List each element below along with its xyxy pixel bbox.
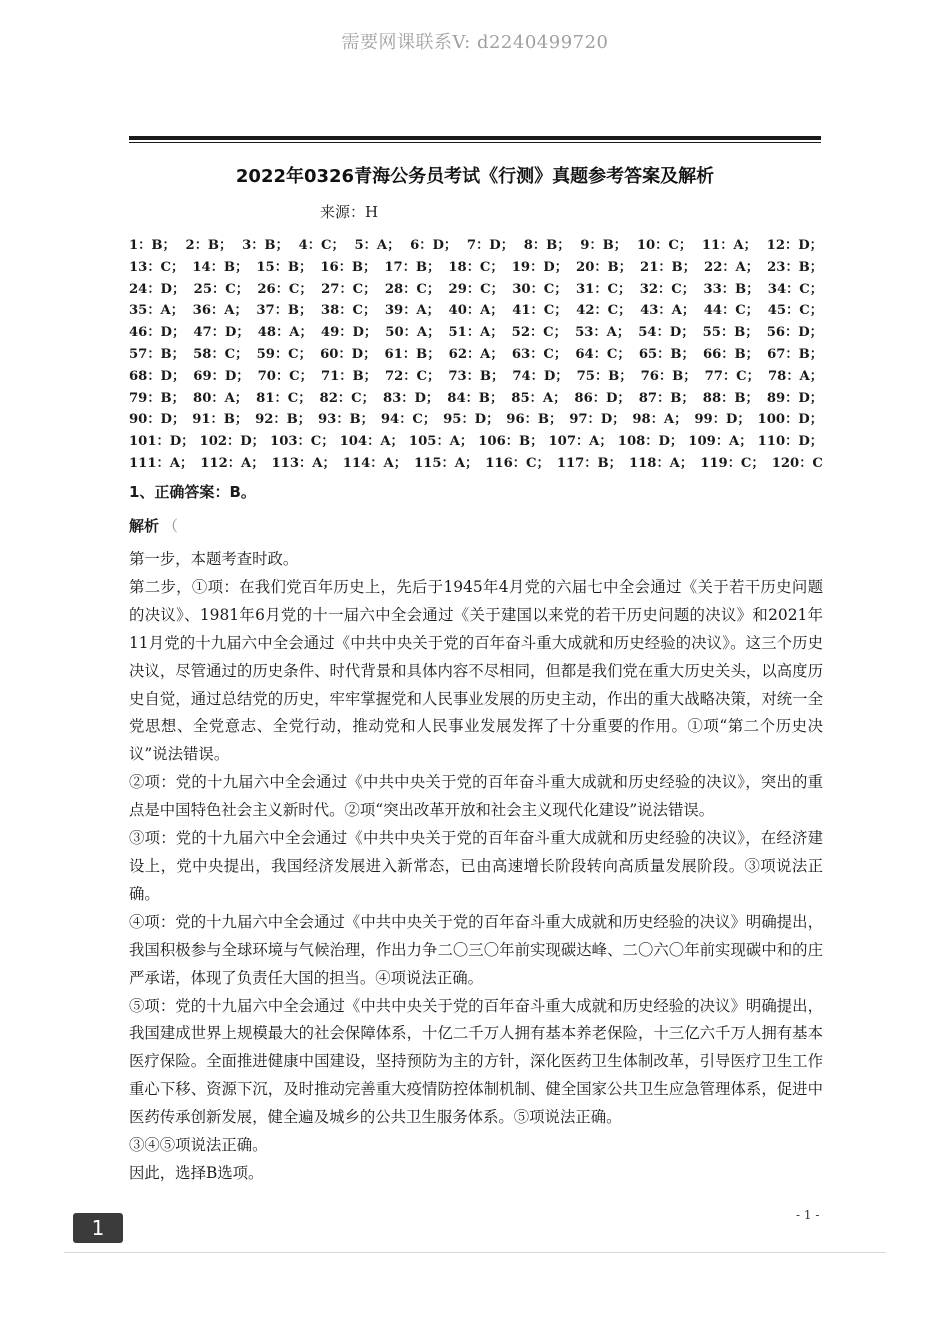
top-rule-thin (129, 142, 821, 143)
answer-item: 6：D； (410, 238, 458, 253)
answer-item: 22：A； (704, 259, 759, 275)
analysis-paragraph: 第二步，①项：在我们党百年历史上，先后于1945年4月党的六届七中全会通过《关于若干历史问题的决议》、1981年6月党的十一届六中全会通过《关于建国以来党的若干历史问题的决议》和2021年11月党的十九届六中全会通过《中共中央关于党的百年奋斗重大成就和历史经验的决议》。这三个历史决议，尽管通过的历史条件、时代背景和具体内容不尽相同，但都是我们党在重大历史关头，以高度历史自觉，通过总结党的历史，牢牢掌握党和人民事业发展的历史主动，作出的重大战略决策，对统一全党思想、全党意志、全党行动，推动党和人民事业发展发挥了十分重要的作用。①项“第二个历史决议”说法错误。 (129, 577, 823, 764)
analysis-paragraph: 第一步，本题考查时政。 (129, 550, 299, 568)
answer-item: 41：C； (512, 303, 568, 319)
answer-item: 119：C； (700, 455, 765, 471)
page-number: - 1 - (796, 1208, 820, 1222)
answer-item: 80：A； (193, 390, 248, 406)
analysis-body (129, 546, 823, 1188)
answer-item: 78：A； (767, 368, 823, 384)
answer-item: 102：D； (199, 434, 265, 450)
answer-row (129, 344, 823, 366)
answer-item: 96：B； (506, 412, 563, 428)
answer-item: 45：C； (767, 303, 823, 319)
question-1-heading: 1、正确答案：B。 (129, 483, 256, 501)
answer-item: 58：C； (193, 346, 249, 362)
answer-item: 107：A； (548, 434, 613, 450)
answer-key (129, 235, 823, 475)
answer-item: 13：C； (129, 259, 185, 275)
answer-item: 114：A； (342, 455, 407, 471)
answer-item: 120：C (771, 455, 823, 471)
answer-item: 90：D； (129, 412, 186, 428)
answer-item: 100：D； (757, 412, 823, 428)
answer-item: 12：D； (766, 238, 823, 253)
answer-item: 85：A； (511, 390, 567, 406)
answer-item: 66：B； (702, 346, 759, 362)
answer-item: 92：B； (255, 412, 311, 428)
answer-item: 7：D； (466, 238, 514, 253)
answer-item: 33：B； (703, 281, 760, 297)
answer-item: 68：D； (129, 368, 186, 384)
answer-item: 16：B； (320, 259, 377, 275)
page-badge[interactable]: 1 (73, 1213, 123, 1243)
answer-item: 2：B； (185, 238, 233, 253)
source-line: 来源：H (320, 203, 379, 221)
answer-item: 77：C； (704, 368, 760, 384)
answer-item: 99：D； (694, 412, 751, 428)
answer-item: 112：A； (200, 455, 265, 471)
answer-row (129, 322, 823, 344)
answer-item: 37：B； (256, 303, 313, 319)
answer-item: 8：B； (523, 238, 571, 253)
analysis-paragraph: ③项：党的十九届六中全会通过《中共中央关于党的百年奋斗重大成就和历史经验的决议》，在经济建设上，党中央提出，我国经济发展进入新常态，已由高速增长阶段转向高质量发展阶段。③项说法正确。 (129, 829, 823, 903)
answer-item: 89：D； (766, 390, 823, 406)
bottom-divider (64, 1252, 886, 1253)
analysis-paragraph: ④项：党的十九届六中全会通过《中共中央关于党的百年奋斗重大成就和历史经验的决议》明确提出，我国积极参与全球环境与气候治理，作出力争二〇三〇年前实现碳达峰、二〇六〇年前实现碳中和的庄严承诺，体现了负责任大国的担当。④项说法正确。 (129, 912, 823, 987)
answer-item: 111：A； (129, 455, 194, 471)
answer-item: 61：B； (384, 346, 441, 362)
header-note: 需要网课联系V: d2240499720 (341, 32, 609, 53)
answer-item: 50：A； (385, 325, 441, 341)
answer-item: 59：C； (256, 346, 312, 362)
answer-item: 30：C； (512, 281, 568, 297)
analysis-paragraph: 因此，选择B选项。 (129, 1163, 264, 1182)
answer-item: 82：C； (319, 390, 375, 406)
analysis-label: 解析 (129, 517, 160, 535)
answer-row (129, 235, 823, 257)
answer-item: 67：B； (767, 346, 823, 362)
answer-item: 79：B； (129, 390, 185, 406)
answer-item: 60：D； (320, 346, 377, 362)
answer-item: 74：D； (512, 368, 569, 384)
answer-item: 10：C； (636, 238, 693, 253)
answer-item: 104：A； (339, 434, 404, 450)
answer-item: 91：B； (192, 412, 249, 428)
analysis-heading (129, 515, 178, 536)
answer-item: 71：B； (320, 368, 377, 384)
analysis-paren: （ (163, 517, 179, 535)
answer-item: 88：B； (702, 390, 759, 406)
answer-row (129, 257, 823, 279)
answer-item: 55：B； (702, 325, 759, 341)
answer-item: 28：C； (384, 281, 441, 297)
answer-item: 9：B； (580, 238, 627, 253)
answer-row (129, 431, 823, 453)
answer-item: 87：B； (638, 390, 695, 406)
answer-item: 110：D； (757, 434, 823, 450)
answer-item: 118：A； (628, 455, 694, 471)
answer-item: 86：D； (574, 390, 631, 406)
answer-item: 17：B； (384, 259, 441, 275)
answer-item: 113：A； (271, 455, 336, 471)
answer-item: 70：C； (257, 368, 313, 384)
answer-item: 53：A； (575, 325, 631, 341)
analysis-paragraph: ③④⑤项说法正确。 (129, 1136, 268, 1155)
answer-item: 116：C； (485, 455, 550, 471)
answer-item: 73：B； (448, 368, 505, 384)
answer-item: 32：C； (639, 281, 695, 297)
answer-item: 117：B； (556, 455, 622, 471)
answer-row (129, 453, 823, 475)
answer-item: 21：B； (640, 259, 696, 275)
answer-item: 29：C； (448, 281, 504, 297)
answer-item: 15：B； (256, 259, 313, 275)
answer-item: 43：A； (640, 303, 696, 319)
answer-row (129, 279, 823, 301)
answer-item: 5：A； (354, 238, 401, 253)
answer-item: 35：A； (129, 303, 184, 319)
answer-item: 97：D； (569, 412, 626, 428)
answer-item: 1：B； (129, 238, 176, 253)
answer-item: 52：C； (511, 325, 567, 341)
answer-item: 72：C； (384, 368, 441, 384)
answer-item: 14：B； (192, 259, 249, 275)
answer-item: 40：A； (448, 303, 504, 319)
answer-item: 34：C； (767, 281, 823, 297)
answer-item: 46：D； (129, 325, 186, 341)
answer-item: 93：B； (317, 412, 374, 428)
answer-row (129, 366, 823, 388)
analysis-paragraph: ⑤项：党的十九届六中全会通过《中共中央关于党的百年奋斗重大成就和历史经验的决议》明确提出，我国建成世界上规模最大的社会保障体系，十亿二千万人拥有基本养老保险，十三亿六千万人拥有基本医疗保险。全面推进健康中国建设，坚持预防为主的方针，深化医药卫生体制改革，引导医疗卫生工作重心下移、资源下沉，及时推动完善重大疫情防控体制机制、健全国家公共卫生应急管理体系，促进中医药传承创新发展，健全遍及城乡的公共卫生服务体系。⑤项说法正确。 (129, 996, 823, 1127)
analysis-paragraph: ②项：党的十九届六中全会通过《中共中央关于党的百年奋斗重大成就和历史经验的决议》，突出的重点是中国特色社会主义新时代。②项“突出改革开放和社会主义现代化建设”说法错误。 (129, 773, 823, 820)
answer-item: 108：D； (617, 434, 684, 450)
answer-item: 109：A； (688, 434, 753, 450)
answer-row (129, 300, 823, 322)
answer-item: 36：A； (192, 303, 248, 319)
answer-item: 69：D； (193, 368, 250, 384)
answer-item: 38：C； (320, 303, 377, 319)
answer-item: 84：B； (447, 390, 504, 406)
answer-item: 49：D； (320, 325, 378, 341)
answer-item: 115：A； (414, 455, 479, 471)
answer-item: 64：C； (575, 346, 631, 362)
answer-item: 11：A； (701, 238, 757, 253)
answer-item: 75：B； (576, 368, 633, 384)
answer-item: 106：B； (478, 434, 544, 450)
answer-item: 105：A； (408, 434, 474, 450)
answer-item: 54：D； (638, 325, 695, 341)
answer-item: 27：C； (321, 281, 377, 297)
answer-item: 39：A； (384, 303, 440, 319)
answer-item: 103：C； (270, 434, 335, 450)
answer-item: 83：D； (382, 390, 440, 406)
answer-item: 4：C； (298, 238, 345, 253)
answer-item: 42：C； (576, 303, 632, 319)
answer-item: 57：B； (129, 346, 185, 362)
answer-item: 20：B； (576, 259, 632, 275)
answer-item: 62：A； (448, 346, 504, 362)
answer-item: 76：B； (640, 368, 697, 384)
answer-item: 23：B； (767, 259, 823, 275)
answer-item: 51：A； (448, 325, 504, 341)
answer-item: 47：D； (193, 325, 250, 341)
answer-item: 3：B； (242, 238, 289, 253)
answer-item: 81：C； (256, 390, 312, 406)
answer-item: 94：C； (380, 412, 437, 428)
answer-item: 63：C； (511, 346, 568, 362)
answer-item: 31：C； (575, 281, 632, 297)
answer-item: 65：B； (638, 346, 695, 362)
answer-row (129, 388, 823, 410)
answer-item: 101：D； (129, 434, 195, 450)
answer-item: 44：C； (703, 303, 759, 319)
answer-item: 48：A； (257, 325, 313, 341)
answer-item: 26：C； (257, 281, 313, 297)
answer-item: 25：C； (193, 281, 249, 297)
answer-item: 56：D； (766, 325, 823, 341)
answer-item: 24：D； (129, 281, 186, 297)
top-rule-thick (129, 136, 821, 140)
answer-item: 19：D； (511, 259, 568, 275)
answer-item: 95：D； (443, 412, 500, 428)
answer-row (129, 409, 823, 431)
page-title: 2022年0326青海公务员考试《行测》真题参考答案及解析 (235, 166, 715, 187)
answer-item: 18：C； (448, 259, 504, 275)
answer-item: 98：A； (632, 412, 688, 428)
